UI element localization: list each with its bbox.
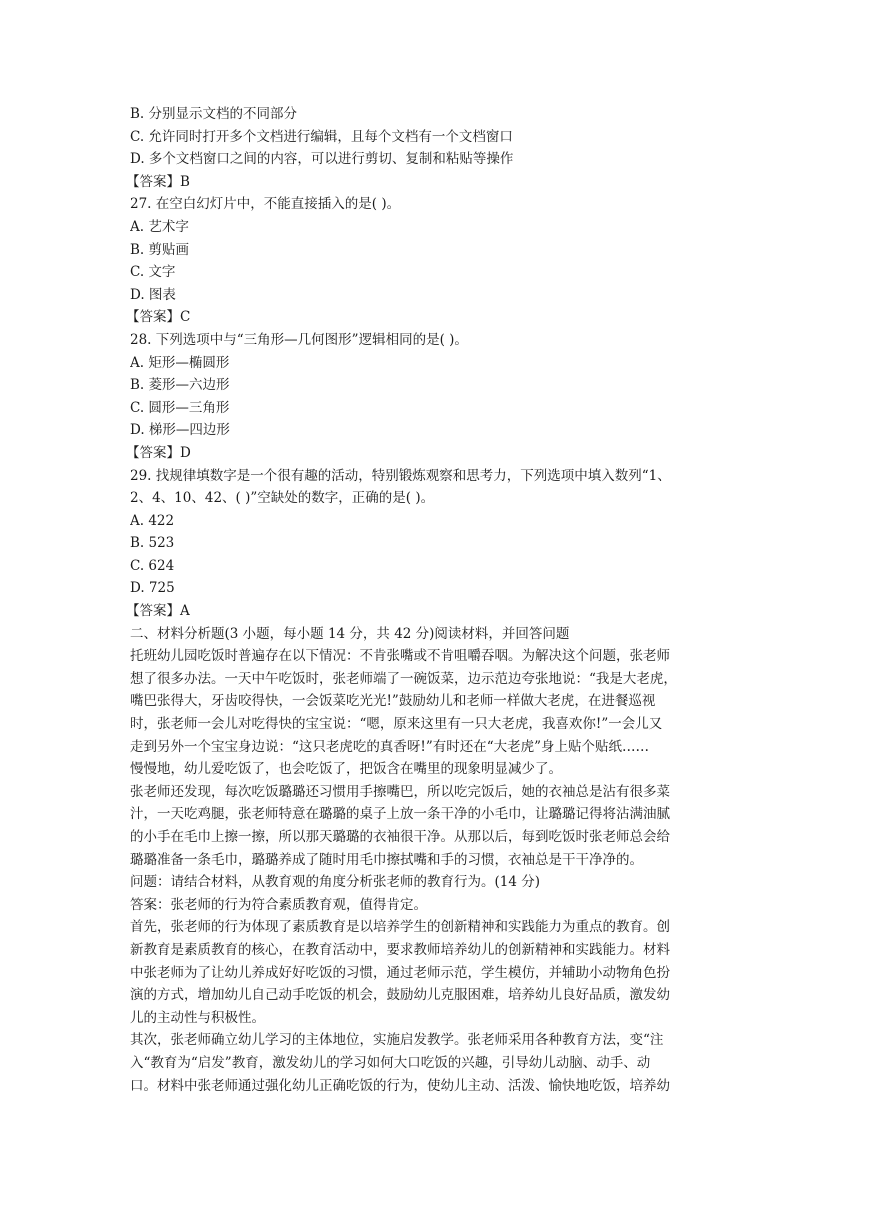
text-line: 29. 找规律填数字是一个很有趣的活动，特别锻炼观察和思考力，下列选项中填入数列“1、: [130, 467, 671, 484]
text-line: C. 允许同时打开多个文档进行编辑，且每个文档有一个文档窗口: [130, 128, 513, 145]
text-line: C. 圆形—三角形: [130, 399, 230, 416]
text-line: 托班幼儿园吃饭时普遍存在以下情况：不肯张嘴或不肯咀嚼吞咽。为解决这个问题，张老师: [130, 648, 670, 665]
text-line: 儿的主动性与积极性。: [130, 1009, 265, 1026]
text-line: 二、材料分析题(3 小题，每小题 14 分，共 42 分)阅读材料，并回答问题: [130, 625, 570, 642]
text-line: 入“教育为“启发”教育，激发幼儿的学习如何大口吃饭的兴趣，引导幼儿动脑、动手、动: [130, 1054, 651, 1071]
text-line: D. 725: [130, 580, 175, 597]
text-line: 口。材料中张老师通过强化幼儿正确吃饭的行为，使幼儿主动、活泼、愉快地吃饭，培养幼: [130, 1077, 670, 1094]
text-line: 时，张老师一会儿对吃得快的宝宝说：“嗯，原来这里有一只大老虎，我喜欢你!”一会儿又: [130, 716, 663, 733]
text-line: C. 624: [130, 557, 175, 574]
text-line: D. 图表: [130, 286, 176, 303]
text-line: 走到另外一个宝宝身边说：“这只老虎吃的真香呀!”有时还在“大老虎”身上贴个贴纸……: [130, 738, 650, 755]
text-line: 2、4、10、42、( )”空缺处的数字，正确的是( )。: [130, 490, 435, 507]
text-line: 汁，一天吃鸡腿，张老师特意在璐璐的桌子上放一条干净的小毛巾，让璐璐记得将沾满油腻: [130, 806, 670, 823]
text-line: 答案：张老师的行为符合素质教育观，值得肯定。: [130, 896, 427, 913]
text-line: C. 文字: [130, 264, 176, 281]
text-line: 张老师还发现，每次吃饭璐璐还习惯用手擦嘴巴，所以吃完饭后，她的衣袖总是沾有很多菜: [130, 783, 670, 800]
document-body: [126, 103, 740, 1097]
answer-line: 【答案】A: [126, 603, 190, 620]
text-line: A. 422: [130, 512, 175, 529]
answer-line: 【答案】D: [126, 444, 191, 461]
text-line: 嘴巴张得大，牙齿咬得快，一会饭菜吃光光!”鼓励幼儿和老师一样做大老虎，在进餐巡视: [130, 693, 656, 710]
text-line: 的小手在毛巾上擦一擦，所以那天璐璐的衣袖很干净。从那以后，每到吃饭时张老师总会给: [130, 829, 670, 845]
text-line: 其次，张老师确立幼儿学习的主体地位，实施启发教学。张老师采用各种教育方法，变“注: [130, 1032, 664, 1049]
text-line: 28. 下列选项中与“三角形—几何图形”逻辑相同的是( )。: [130, 331, 468, 348]
text-line: 想了很多办法。一天中午吃饭时，张老师端了一碗饭菜，边示范边夸张地说：“我是大老虎，: [130, 670, 677, 687]
text-line: B. 523: [130, 535, 175, 552]
text-line: A. 矩形—椭圆形: [130, 354, 230, 371]
text-line: B. 分别显示文档的不同部分: [130, 106, 298, 122]
text-line: 新教育是素质教育的核心，在教育活动中，要求教师培养幼儿的创新精神和实践能力。材料: [130, 941, 670, 958]
text-line: 27. 在空白幻灯片中，不能直接插入的是( )。: [130, 196, 401, 213]
text-line: A. 艺术字: [130, 218, 189, 235]
text-line: 首先，张老师的行为体现了素质教育是以培养学生的创新精神和实践能力为重点的教育。创: [130, 919, 670, 936]
text-line: 中张老师为了让幼儿养成好好吃饭的习惯，通过老师示范，学生模仿，并辅助小动物角色扮: [130, 964, 670, 981]
text-line: 璐璐准备一条毛巾，璐璐养成了随时用毛巾擦拭嘴和手的习惯，衣袖总是干干净净的。: [130, 851, 643, 868]
answer-line: 【答案】C: [126, 309, 191, 326]
text-line: 问题：请结合材料，从教育观的角度分析张老师的教育行为。(14 分): [130, 874, 541, 891]
text-line: B. 剪贴画: [130, 241, 190, 258]
text-line: D. 梯形—四边形: [130, 422, 230, 439]
text-line: B. 菱形—六边形: [130, 377, 230, 394]
text-line: D. 多个文档窗口之间的内容，可以进行剪切、复制和粘贴等操作: [130, 151, 514, 168]
answer-line: 【答案】B: [126, 173, 190, 190]
text-line: 演的方式，增加幼儿自己动手吃饭的机会，鼓励幼儿克服困难，培养幼儿良好品质，激发幼: [130, 987, 670, 1004]
text-line: 慢慢地，幼儿爱吃饭了，也会吃饭了，把饭含在嘴里的现象明显减少了。: [130, 761, 562, 778]
